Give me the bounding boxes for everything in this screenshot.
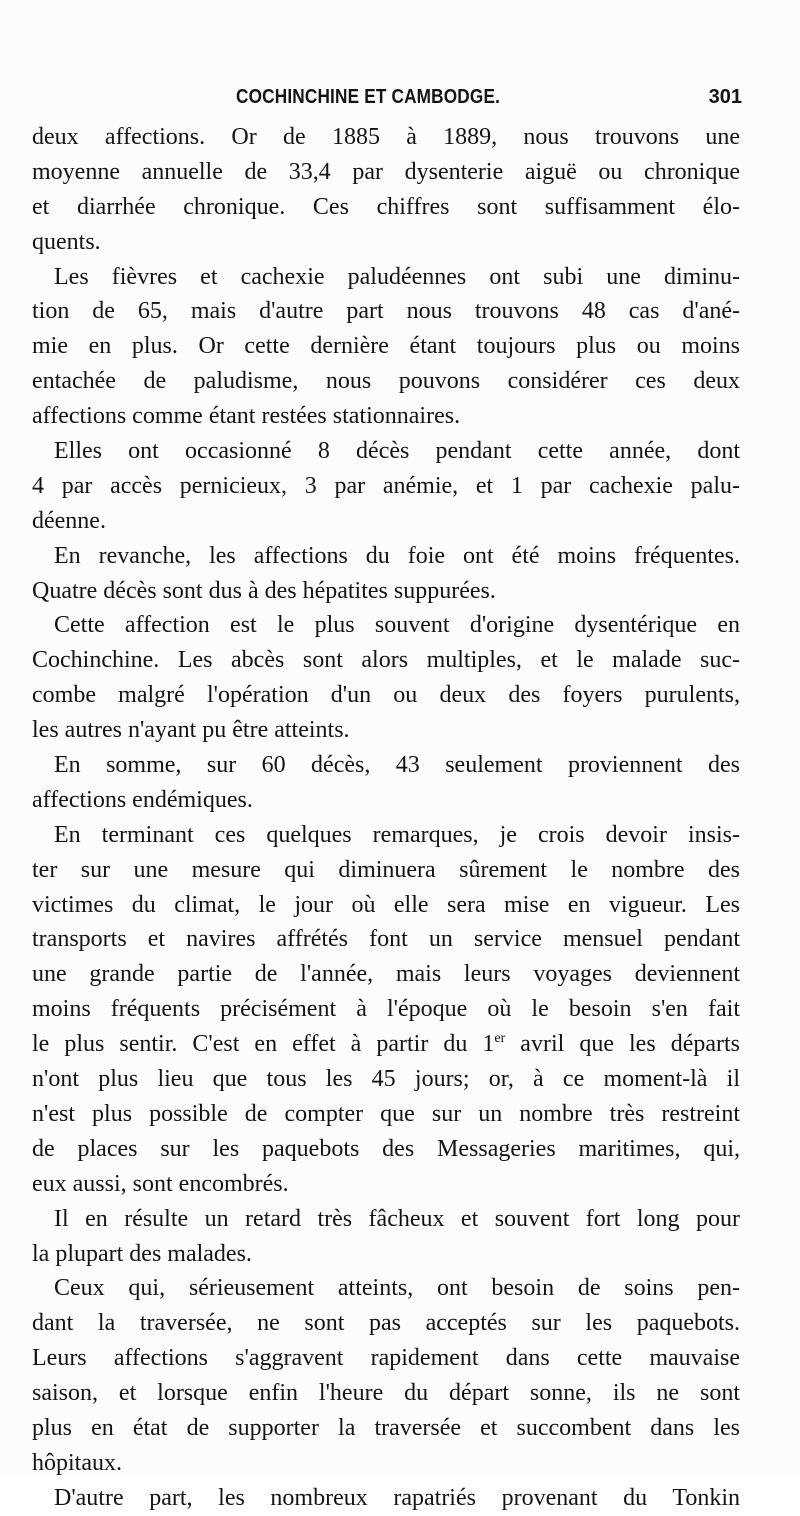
text-line <box>32 190 740 225</box>
text-line-content: de places sur les paquebots des Messageries maritimes, qui, <box>32 1135 740 1162</box>
text-line <box>32 643 740 678</box>
text-line-content: moins fréquents précisément à l'époque où le besoin s'en fait <box>32 996 740 1023</box>
text-line-content: plus en état de supporter la traversée et succombent dans les <box>32 1414 740 1441</box>
text-line <box>32 853 740 888</box>
text-line-content: Quatre décès sont dus à des hépatites suppurées. <box>32 577 496 604</box>
text-line-content: Cochinchine. Les abcès sont alors multiples, et le malade suc- <box>32 647 740 674</box>
text-line-content: transports et navires affrétés font un service mensuel pendant <box>32 926 740 953</box>
text-line-content: ter sur une mesure qui diminuera sûrement le nombre des <box>32 856 740 883</box>
text-line-content: En terminant ces quelques remarques, je crois devoir insis- <box>54 821 740 848</box>
text-line-content: moyenne annuelle de 33,4 par dysenterie aiguë ou chronique <box>32 158 740 185</box>
text-line-content: tion de 65, mais d'autre part nous trouvons 48 cas d'ané- <box>32 298 740 325</box>
text-line <box>32 608 740 643</box>
text-line <box>32 294 740 329</box>
text-line <box>32 1411 740 1446</box>
text-line <box>32 225 740 260</box>
text-line <box>32 434 740 469</box>
text-line-content: hôpitaux. <box>32 1449 122 1476</box>
text-line <box>32 922 740 957</box>
text-line <box>32 364 740 399</box>
text-line-content: affections comme étant restées stationnaires. <box>32 403 461 430</box>
text-line <box>32 120 740 155</box>
text-line <box>32 992 740 1027</box>
text-line <box>32 1446 740 1481</box>
text-line-continuation: avril que les départs <box>505 1031 740 1058</box>
text-line <box>32 1237 740 1272</box>
text-line-content: Leurs affections s'aggravent rapidement dans cette mauvaise <box>32 1345 740 1372</box>
text-line-content: Elles ont occasionné 8 décès pendant cette année, dont <box>54 438 740 465</box>
text-line-content: entachée de paludisme, nous pouvons considérer ces deux <box>32 368 740 395</box>
text-line <box>32 469 740 504</box>
text-line-content: et diarrhée chronique. Ces chiffres sont suffisamment élo- <box>32 193 740 220</box>
text-line-content: Ceux qui, sérieusement atteints, ont besoin de soins pen- <box>54 1275 740 1302</box>
text-line <box>32 1271 740 1306</box>
text-line-content: affections endémiques. <box>32 786 253 813</box>
page-header <box>30 86 742 116</box>
page-number: 301 <box>708 86 742 108</box>
text-line-content: n'est plus possible de compter que sur un nombre très restreint <box>32 1100 740 1127</box>
text-line-content: mie en plus. Or cette dernière étant toujours plus ou moins <box>32 333 740 360</box>
text-line <box>32 957 740 992</box>
text-line-content: quents. <box>32 228 101 255</box>
text-line <box>32 1097 740 1132</box>
text-line <box>32 1132 740 1167</box>
text-line <box>32 1062 740 1097</box>
text-line-content: une grande partie de l'année, mais leurs voyages deviennent <box>32 961 740 988</box>
text-line <box>32 574 740 609</box>
text-line <box>32 1341 740 1376</box>
text-line <box>32 1481 740 1516</box>
running-title: COCHINCHINE ET CAMBODGE. <box>236 86 501 108</box>
text-line-content: En revanche, les affections du foie ont été moins fréquentes. <box>54 542 740 569</box>
text-line-content: 4 par accès pernicieux, 3 par anémie, et 1 par cachexie palu- <box>32 472 740 499</box>
text-line <box>32 155 740 190</box>
text-line <box>32 1202 740 1237</box>
text-line-content: Cette affection est le plus souvent d'origine dysentérique en <box>54 612 740 639</box>
text-line-content: deux affections. Or de 1885 à 1889, nous trouvons une <box>32 124 740 150</box>
text-line <box>32 1027 740 1062</box>
text-line <box>32 713 740 748</box>
text-line-content: dant la traversée, ne sont pas acceptés sur les paquebots. <box>32 1310 740 1337</box>
text-line-content: n'ont plus lieu que tous les 45 jours; or, à ce moment-là il <box>32 1066 740 1093</box>
text-line-content: Les fièvres et cachexie paludéennes ont subi une diminu- <box>54 263 740 290</box>
text-line <box>32 818 740 853</box>
text-line <box>32 1376 740 1411</box>
text-line <box>32 888 740 923</box>
text-line-content: eux aussi, sont encombrés. <box>32 1170 289 1197</box>
text-line-content: la plupart des malades. <box>32 1240 252 1267</box>
text-line-content: D'autre part, les nombreux rapatriés provenant du Tonkin <box>54 1484 740 1511</box>
text-line <box>32 260 740 295</box>
text-line <box>32 783 740 818</box>
text-line <box>32 1167 740 1202</box>
text-line-content: victimes du climat, le jour où elle sera mise en vigueur. Les <box>32 891 740 918</box>
text-line <box>32 1306 740 1341</box>
text-line <box>32 504 740 539</box>
text-line-content: combe malgré l'opération d'un ou deux des foyers purulents, <box>32 682 740 709</box>
text-line <box>32 399 740 434</box>
text-line-content: le plus sentir. C'est en effet à partir du 1 <box>32 1031 495 1058</box>
text-line-content: saison, et lorsque enfin l'heure du départ sonne, ils ne sont <box>32 1380 740 1407</box>
text-line-content: En somme, sur 60 décès, 43 seulement proviennent des <box>54 752 740 779</box>
text-line <box>32 748 740 783</box>
text-line <box>32 539 740 574</box>
text-line <box>32 678 740 713</box>
text-line <box>32 329 740 364</box>
ordinal-superscript: er <box>494 1031 506 1047</box>
text-line-content: déenne. <box>32 507 106 534</box>
text-line-content: Il en résulte un retard très fâcheux et souvent fort long pour <box>54 1205 740 1232</box>
body-text <box>32 120 740 1516</box>
text-line-content: les autres n'ayant pu être atteints. <box>32 717 350 744</box>
